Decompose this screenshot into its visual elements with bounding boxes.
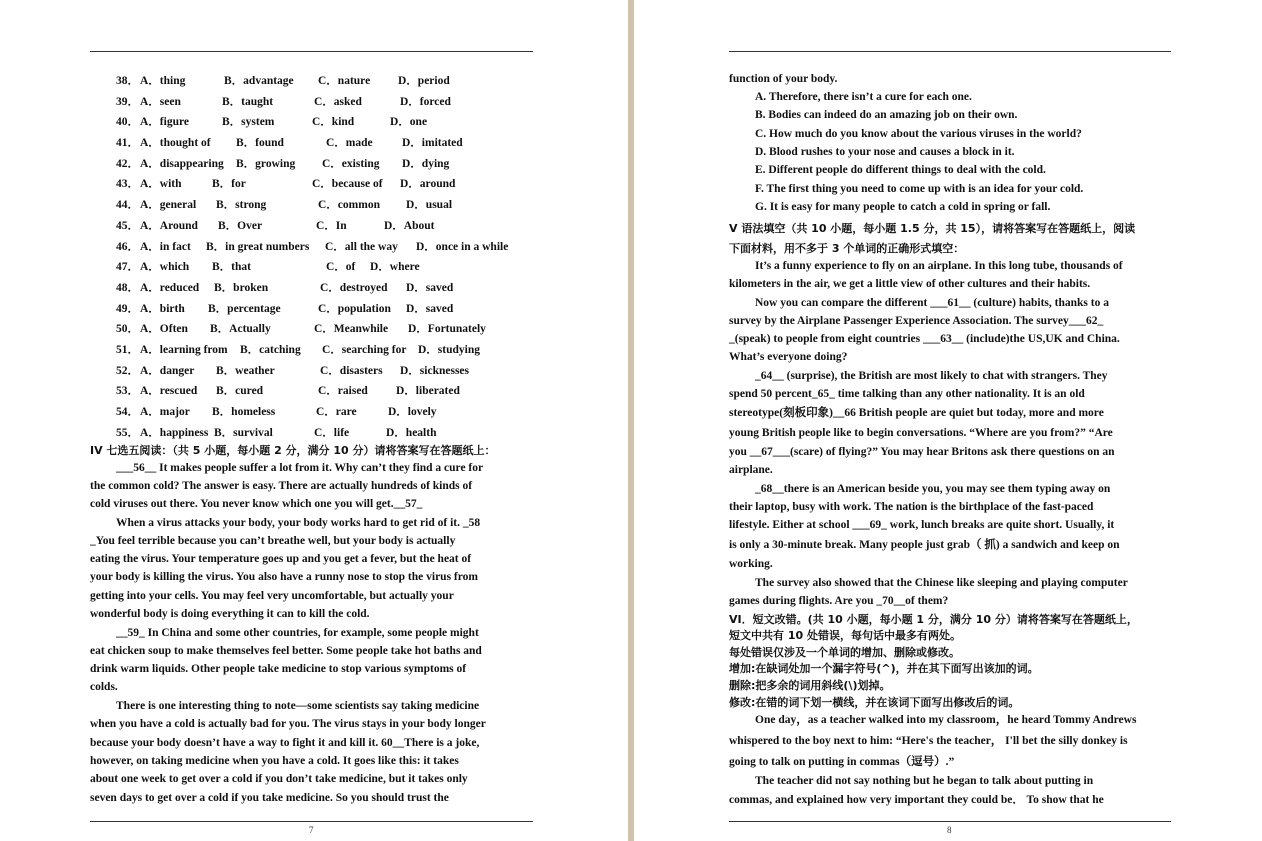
top-rule bbox=[729, 51, 1171, 52]
page-number: 8 bbox=[947, 825, 952, 835]
option-b: B．that bbox=[212, 261, 251, 274]
right-page bbox=[634, 0, 1262, 841]
passage-line: the common cold? The answer is easy. There are actually hundreds of kinds of bbox=[90, 480, 473, 492]
option-d: D．health bbox=[386, 426, 437, 439]
passage-line: eat chicken soup to make themselves feel better. Some people take hot baths and bbox=[90, 645, 482, 657]
passage-line: ___56__ It makes people suffer a lot from it. Why can’t they find a cure for bbox=[116, 462, 484, 474]
option-b: B．Over bbox=[218, 219, 263, 232]
option-number: 51． bbox=[116, 343, 139, 356]
passage-line: seven days to get over a cold if you take medicine. So you should trust the bbox=[90, 792, 449, 804]
option-c: C．Meanwhile bbox=[314, 323, 389, 336]
option-b: B．catching bbox=[240, 343, 301, 356]
bottom-rule bbox=[90, 821, 533, 822]
option-number: 38． bbox=[116, 75, 139, 87]
option-c: C．of bbox=[326, 261, 356, 274]
option-d: D．sicknesses bbox=[400, 364, 470, 377]
text-line: kilometers in the air, we get a little view of other cultures and their habits. bbox=[729, 278, 1091, 290]
option-c: C．kind bbox=[312, 116, 355, 129]
option-number: 43． bbox=[116, 178, 139, 191]
left-page bbox=[0, 0, 628, 841]
text-line: lifestyle. Either at school ___69_ work, lunch breaks are quite short. Usually, it bbox=[729, 519, 1115, 531]
instruction-line: 增加:在缺词处加一个漏字符号(^)，并在其下面写出该加的词。 bbox=[729, 662, 1039, 675]
text-line: D. Blood rushes to your nose and causes a block in it. bbox=[755, 146, 1015, 158]
option-c: C．existing bbox=[322, 157, 380, 170]
text-line: The survey also showed that the Chinese like sleeping and playing computer bbox=[755, 577, 1128, 589]
instruction-line: 删除:把多余的词用斜线(\)划掉。 bbox=[729, 679, 891, 692]
option-c: C．nature bbox=[318, 75, 371, 87]
instruction-line: 下面材料，用不多于 3 个单词的正确形式填空： bbox=[729, 242, 965, 255]
text-line: G. It is easy for many people to catch a cold in spring or fall. bbox=[755, 201, 1051, 213]
passage-line: __59_ In China and some other countries, for example, some people might bbox=[116, 627, 479, 639]
passage-line: cold viruses out there. You never know which one you will get.__57_ bbox=[90, 498, 423, 510]
option-d: D．forced bbox=[400, 95, 451, 108]
option-a: A．thought of bbox=[140, 137, 211, 150]
option-a: A．major bbox=[140, 406, 190, 418]
passage-line: _You feel terrible because you can’t breathe well, but your body is actually bbox=[90, 535, 456, 547]
option-c: C．population bbox=[318, 302, 391, 315]
section-iv-heading: IV 七选五阅读：（共 5 小题，每小题 2 分，满分 10 分）请将答案写在答题纸上： bbox=[90, 444, 496, 457]
option-number: 46． bbox=[116, 240, 139, 253]
option-b: B．advantage bbox=[224, 75, 294, 87]
option-a: A．disappearing bbox=[140, 157, 224, 170]
option-number: 39． bbox=[116, 95, 139, 108]
text-line: survey by the Airplane Passenger Experience Association. The survey___62_ bbox=[729, 315, 1104, 327]
passage-line: however, on taking medicine when you have a cold. It goes like this: it takes bbox=[90, 755, 459, 767]
option-a: A．birth bbox=[140, 302, 185, 315]
text-line: B. Bodies can indeed do an amazing job on their own. bbox=[755, 109, 1018, 121]
option-a: A．thing bbox=[140, 75, 186, 87]
option-b: B．cured bbox=[216, 385, 264, 398]
option-number: 48． bbox=[116, 281, 139, 294]
option-number: 53． bbox=[116, 385, 139, 398]
text-line: commas, and explained how very important they could be． To show that he bbox=[729, 794, 1104, 806]
passage-line: There is one interesting thing to note—some scientists say taking medicine bbox=[116, 700, 480, 712]
text-line: One day，as a teacher walked into my classroom，he heard Tommy Andrews bbox=[755, 714, 1137, 726]
option-a: A．Often bbox=[140, 323, 188, 336]
text-line: working. bbox=[729, 558, 773, 570]
instruction-line: VI．短文改错。(共 10 小题，每小题 1 分，满分 10 分）请将答案写在答题纸上， bbox=[729, 613, 1138, 626]
option-number: 47． bbox=[116, 261, 139, 274]
passage-line: because your body doesn’t have a way to fight it and kill it. 60__There is a joke, bbox=[90, 737, 480, 749]
option-c: C．all the way bbox=[325, 240, 398, 253]
option-c: C．common bbox=[318, 199, 380, 212]
text-line: E. Different people do different things to deal with the cold. bbox=[755, 164, 1046, 176]
option-d: D．one bbox=[390, 116, 428, 129]
option-a: A．Around bbox=[140, 219, 198, 232]
text-line: whispered to the boy next to him: “Here's the teacher， I'll bet the silly donkey is bbox=[729, 735, 1128, 747]
option-b: B．weather bbox=[216, 364, 275, 377]
option-c: C．disasters bbox=[320, 364, 383, 377]
option-d: D．saved bbox=[406, 281, 454, 294]
passage-line: wonderful body is doing everything it can to kill the cold. bbox=[90, 608, 370, 620]
option-c: C．In bbox=[316, 219, 347, 232]
text-line: Now you can compare the different ___61__ (culture) habits, thanks to a bbox=[755, 297, 1109, 309]
option-number: 49． bbox=[116, 302, 139, 315]
option-d: D．usual bbox=[406, 199, 453, 212]
option-c: C．because of bbox=[312, 178, 383, 191]
option-a: A．figure bbox=[140, 116, 189, 129]
option-c: C．searching for bbox=[322, 343, 407, 356]
option-number: 54． bbox=[116, 406, 139, 418]
option-c: C．destroyed bbox=[320, 281, 388, 294]
text-line: stereotype(刻板印象)__66 British people are quiet but today, more and more bbox=[729, 407, 1104, 419]
option-c: C．made bbox=[326, 137, 373, 150]
text-line: A. Therefore, there isn’t a cure for each one. bbox=[755, 91, 972, 103]
option-a: A．happiness bbox=[140, 426, 209, 439]
option-c: C．life bbox=[314, 426, 350, 439]
passage-line: eating the virus. Your temperature goes up and you get a fever, but the heat of bbox=[90, 553, 472, 565]
option-number: 44． bbox=[116, 199, 139, 212]
option-b: B．taught bbox=[222, 95, 274, 108]
option-b: B．homeless bbox=[212, 406, 276, 418]
option-a: A．reduced bbox=[140, 281, 200, 294]
option-c: C．asked bbox=[314, 95, 362, 108]
option-number: 55． bbox=[116, 426, 139, 439]
passage-line: getting into your cells. You may feel very uncomfortable, but actually your bbox=[90, 590, 454, 602]
option-b: B．broken bbox=[214, 281, 269, 294]
option-number: 52． bbox=[116, 364, 139, 377]
option-d: D．once in a while bbox=[416, 240, 509, 253]
text-line: going to talk on putting in commas（逗号）.” bbox=[729, 756, 955, 768]
bottom-rule bbox=[729, 821, 1171, 822]
page-number: 7 bbox=[309, 825, 314, 835]
passage-line: colds. bbox=[90, 681, 118, 693]
passage-line: about one week to get over a cold if you don’t take medicine, but it takes only bbox=[90, 773, 468, 785]
option-d: D．lovely bbox=[388, 406, 437, 418]
instruction-line: 每处错误仅涉及一个单词的增加、删除或修改。 bbox=[729, 646, 960, 659]
option-a: A．seen bbox=[140, 95, 181, 108]
top-rule bbox=[90, 51, 533, 52]
text-line: _64__ (surprise), the British are most likely to chat with strangers. They bbox=[755, 370, 1108, 382]
text-line: What’s everyone doing? bbox=[729, 351, 848, 363]
option-number: 41． bbox=[116, 137, 139, 150]
text-line: spend 50 percent_65_ time talking than any other nationality. It is an old bbox=[729, 388, 1085, 400]
option-d: D．dying bbox=[402, 157, 450, 170]
option-a: A．in fact bbox=[140, 240, 191, 253]
text-line: is only a 30-minute break. Many people just grab（ 抓) a sandwich and keep on bbox=[729, 539, 1120, 551]
option-d: D．About bbox=[384, 219, 435, 232]
option-a: A．learning from bbox=[140, 343, 228, 356]
text-line: you __67___(scare) of flying?” You may hear Britons ask there questions on an bbox=[729, 446, 1115, 458]
passage-line: drink warm liquids. Other people take medicine to stop various symptoms of bbox=[90, 663, 467, 675]
passage-line: your body is killing the virus. You also have a runny nose to stop the virus from bbox=[90, 571, 478, 583]
option-d: D．around bbox=[400, 178, 456, 191]
text-line: games during flights. Are you _70__of them? bbox=[729, 595, 949, 607]
text-line: The teacher did not say nothing but he began to talk about putting in bbox=[755, 775, 1094, 787]
passage-line: When a virus attacks your body, your body works hard to get rid of it. _58 bbox=[116, 517, 481, 529]
option-number: 50． bbox=[116, 323, 139, 336]
option-number: 42． bbox=[116, 157, 139, 170]
text-line: F. The first thing you need to come up with is an idea for your cold. bbox=[755, 183, 1084, 195]
option-a: A．danger bbox=[140, 364, 195, 377]
text-line: airplane. bbox=[729, 464, 773, 476]
text-line: _68__there is an American beside you, you may see them typing away on bbox=[755, 483, 1111, 495]
option-a: A．with bbox=[140, 178, 182, 191]
option-b: B．for bbox=[212, 178, 246, 191]
option-d: D．imitated bbox=[402, 137, 463, 150]
option-c: C．rare bbox=[316, 406, 357, 418]
text-line: young British people like to begin conversations. “Where are you from?” “Are bbox=[729, 427, 1113, 439]
option-b: B．strong bbox=[216, 199, 267, 212]
option-a: A．rescued bbox=[140, 385, 198, 398]
option-b: B．growing bbox=[236, 157, 296, 170]
instruction-line: 修改:在错的词下划一横线，并在该词下面写出修改后的词。 bbox=[729, 696, 1020, 709]
option-b: B．Actually bbox=[210, 323, 271, 336]
option-d: D．studying bbox=[418, 343, 480, 356]
option-number: 45． bbox=[116, 219, 139, 232]
option-d: D．Fortunately bbox=[408, 323, 486, 336]
instruction-line: 短文中共有 10 处错误，每句话中最多有两处。 bbox=[729, 629, 961, 642]
text-line: It’s a funny experience to fly on an airplane. In this long tube, thousands of bbox=[755, 260, 1123, 272]
passage-line: when you have a cold is actually bad for you. The virus stays in your body longer bbox=[90, 718, 486, 730]
option-d: D．period bbox=[398, 75, 450, 87]
option-b: B．in great numbers bbox=[206, 240, 310, 253]
option-d: D．saved bbox=[406, 302, 454, 315]
text-line: _(speak) to people from eight countries ___63__ (include)the US,UK and China. bbox=[729, 333, 1120, 345]
text-line: C. How much do you know about the various viruses in the world? bbox=[755, 128, 1082, 140]
text-line: function of your body. bbox=[729, 73, 838, 85]
option-b: B．found bbox=[236, 137, 284, 150]
option-b: B．survival bbox=[214, 426, 273, 439]
option-b: B．system bbox=[222, 116, 275, 129]
option-d: D．liberated bbox=[396, 385, 460, 398]
option-d: D．where bbox=[370, 261, 420, 274]
option-b: B．percentage bbox=[208, 302, 281, 315]
instruction-line: V 语法填空（共 10 小题，每小题 1.5 分，共 15），请将答案写在答题纸上，阅读 bbox=[729, 222, 1136, 235]
option-c: C．raised bbox=[318, 385, 368, 398]
option-number: 40． bbox=[116, 116, 139, 129]
text-line: their laptop, busy with work. The nation is the birthplace of the fast-paced bbox=[729, 501, 1094, 513]
option-a: A．general bbox=[140, 199, 197, 212]
option-a: A．which bbox=[140, 261, 190, 274]
